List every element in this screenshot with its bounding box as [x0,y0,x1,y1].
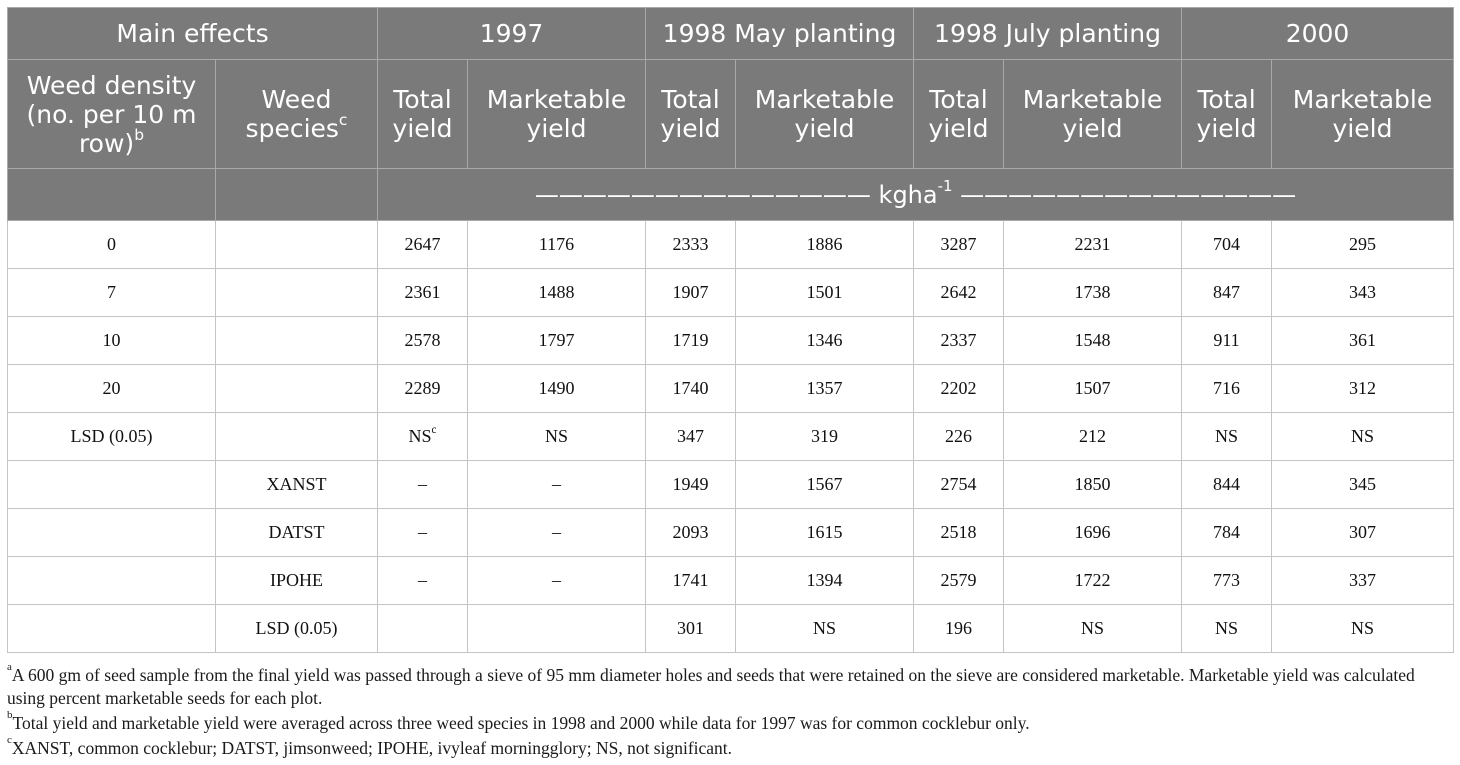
total-yield-cell: 784 [1182,509,1272,557]
total-yield-cell: 196 [914,605,1004,653]
weed-density-cell: 10 [8,317,216,365]
total-yield-header: Total yield [378,60,468,169]
marketable-yield-cell: 312 [1272,365,1454,413]
marketable-yield-cell: 1722 [1004,557,1182,605]
marketable-yield-cell: 1176 [468,221,646,269]
marketable-yield-cell: 1507 [1004,365,1182,413]
weed-species-cell [216,317,378,365]
total-yield-cell: 2579 [914,557,1004,605]
marketable-yield-cell: 1797 [468,317,646,365]
unit-blank-cell [8,169,216,221]
total-yield-header: Total yield [914,60,1004,169]
total-yield-cell: 2361 [378,269,468,317]
total-yield-cell: 2337 [914,317,1004,365]
total-yield-cell: NS [1182,413,1272,461]
marketable-yield-cell: 1696 [1004,509,1182,557]
total-yield-cell: 2333 [646,221,736,269]
marketable-yield-header: Marketable yield [1004,60,1182,169]
marketable-yield-cell: 361 [1272,317,1454,365]
weed-density-cell: 0 [8,221,216,269]
total-yield-cell: 347 [646,413,736,461]
weed-species-cell: IPOHE [216,557,378,605]
footnote-a: $^a$A 600 gm of seed sample from the final yield was passed through a sieve of 95 mm diameter holes and seeds that were retained on the sieve are considered marketable. Marketable yield was calculated using percent marketable seeds for each plot. [7,661,1415,708]
marketable-yield-cell: 2231 [1004,221,1182,269]
weed-density-cell: LSD (0.05) [8,413,216,461]
marketable-yield-cell: – [468,461,646,509]
marketable-yield-cell: 1548 [1004,317,1182,365]
total-yield-cell: NS [1182,605,1272,653]
unit-blank-cell [216,169,378,221]
weed-species-cell [216,269,378,317]
marketable-yield-cell: – [468,557,646,605]
total-yield-cell: 2202 [914,365,1004,413]
footnote-c: $^c$XANST, common cocklebur; DATST, jimsonweed; IPOHE, ivyleaf morningglory; NS, not significant. [7,734,733,758]
total-yield-cell: 3287 [914,221,1004,269]
total-yield-cell: – [378,557,468,605]
yield-table [7,7,1454,653]
marketable-yield-header: Marketable yield [468,60,646,169]
unit-header: —————————————— kgha$^{-1}$ —————————————— [378,169,1454,221]
weed-density-cell [8,557,216,605]
marketable-yield-cell: NS [1272,605,1454,653]
total-yield-cell: 2578 [378,317,468,365]
table-body [8,221,1454,653]
table-row [8,413,1454,461]
weed-density-cell: 20 [8,365,216,413]
weed-species-cell: XANST [216,461,378,509]
total-yield-cell: 2518 [914,509,1004,557]
marketable-yield-cell: 337 [1272,557,1454,605]
table-row [8,365,1454,413]
total-yield-cell: – [378,509,468,557]
marketable-yield-cell: 343 [1272,269,1454,317]
total-yield-cell: 226 [914,413,1004,461]
total-yield-cell: 1740 [646,365,736,413]
marketable-yield-cell: NS [1272,413,1454,461]
marketable-yield-cell: 1394 [736,557,914,605]
marketable-yield-cell: 1346 [736,317,914,365]
weed-species-cell: DATST [216,509,378,557]
total-yield-header: Total yield [646,60,736,169]
total-yield-cell: 844 [1182,461,1272,509]
weed-species-cell: LSD (0.05) [216,605,378,653]
marketable-yield-cell: 212 [1004,413,1182,461]
weed-density-header: Weed density (no. per 10 m row)$^b$ [8,60,216,169]
total-yield-cell: $NS^c$ [378,413,468,461]
marketable-yield-cell: 1357 [736,365,914,413]
marketable-yield-cell: 1567 [736,461,914,509]
table-row [8,605,1454,653]
marketable-yield-cell: – [468,509,646,557]
total-yield-cell: 704 [1182,221,1272,269]
marketable-yield-cell [468,605,646,653]
weed-density-cell: 7 [8,269,216,317]
marketable-yield-cell: 345 [1272,461,1454,509]
table-row [8,221,1454,269]
main-effects-header: Main effects [8,8,378,60]
marketable-yield-header: Marketable yield [1272,60,1454,169]
marketable-yield-cell: NS [1004,605,1182,653]
total-yield-cell: 716 [1182,365,1272,413]
table-row [8,461,1454,509]
total-yield-cell: 2754 [914,461,1004,509]
total-yield-cell: 301 [646,605,736,653]
weed-species-cell [216,413,378,461]
marketable-yield-cell: 295 [1272,221,1454,269]
total-yield-cell: – [378,461,468,509]
total-yield-cell: 1949 [646,461,736,509]
total-yield-cell: 2647 [378,221,468,269]
weed-density-cell [8,461,216,509]
footnote-b: $^b$Total yield and marketable yield were averaged across three weed species in 1998 and 2000 while data for 1997 was for common cocklebur only. [7,709,1030,733]
marketable-yield-cell: 1490 [468,365,646,413]
year-header-1998-may: 1998 May planting [646,8,914,60]
marketable-yield-cell: 1615 [736,509,914,557]
marketable-yield-cell: 307 [1272,509,1454,557]
total-yield-cell: 847 [1182,269,1272,317]
weed-species-header: Weed species$^c$ [216,60,378,169]
weed-density-cell [8,509,216,557]
marketable-yield-cell: 1488 [468,269,646,317]
total-yield-cell [378,605,468,653]
marketable-yield-cell: NS [736,605,914,653]
table-row [8,317,1454,365]
total-yield-cell: 1719 [646,317,736,365]
marketable-yield-cell: NS [468,413,646,461]
marketable-yield-cell: 1501 [736,269,914,317]
weed-species-cell [216,365,378,413]
table-row [8,557,1454,605]
total-yield-cell: 2093 [646,509,736,557]
year-header-1997: 1997 [378,8,646,60]
total-yield-cell: 2642 [914,269,1004,317]
year-header-2000: 2000 [1182,8,1454,60]
footnotes [7,661,1455,762]
weed-species-cell [216,221,378,269]
marketable-yield-header: Marketable yield [736,60,914,169]
table-row [8,269,1454,317]
total-yield-cell: 773 [1182,557,1272,605]
total-yield-cell: 911 [1182,317,1272,365]
year-header-1998-july: 1998 July planting [914,8,1182,60]
marketable-yield-cell: 319 [736,413,914,461]
weed-density-cell [8,605,216,653]
total-yield-cell: 1907 [646,269,736,317]
table-row [8,509,1454,557]
total-yield-cell: 2289 [378,365,468,413]
marketable-yield-cell: 1738 [1004,269,1182,317]
marketable-yield-cell: 1886 [736,221,914,269]
marketable-yield-cell: 1850 [1004,461,1182,509]
total-yield-header: Total yield [1182,60,1272,169]
total-yield-cell: 1741 [646,557,736,605]
